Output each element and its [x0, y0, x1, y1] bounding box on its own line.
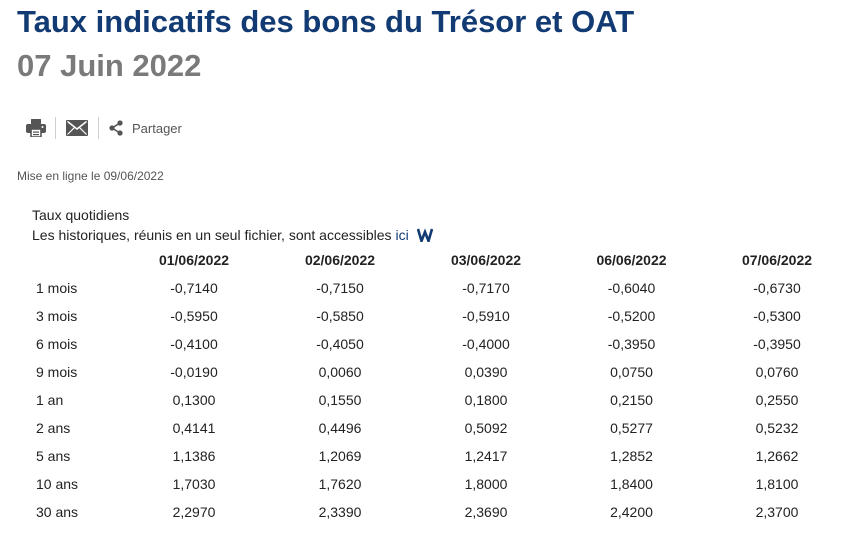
page-date: 07 Juin 2022 [17, 48, 202, 83]
rate-cell: 2,2970 [172, 504, 216, 520]
printer-icon[interactable] [25, 117, 47, 139]
rate-cell: -0,7150 [316, 280, 364, 296]
rate-cell: -0,5850 [316, 308, 364, 324]
row-label: 6 mois [36, 336, 78, 352]
rate-cell: 1,1386 [172, 448, 216, 464]
row-label: 2 ans [36, 420, 71, 436]
rate-cell: 0,0060 [318, 364, 362, 380]
rate-cell: 0,1300 [172, 392, 216, 408]
rate-cell: -0,0190 [170, 364, 218, 380]
row-label: 3 mois [36, 308, 78, 324]
rate-cell: -0,6040 [607, 280, 656, 296]
rate-cell: 1,2069 [318, 448, 362, 464]
rate-cell: 2,3700 [755, 504, 799, 520]
rate-cell: 0,4496 [318, 420, 362, 436]
history-link[interactable]: ici [395, 227, 409, 243]
rate-cell: 0,1550 [318, 392, 362, 408]
table-header-row [29, 246, 850, 274]
rate-cell: -0,4000 [462, 336, 510, 352]
table-row [29, 498, 850, 526]
rate-cell: -0,5910 [462, 308, 510, 324]
table-row [29, 302, 850, 330]
rate-cell: 0,1800 [464, 392, 508, 408]
rate-cell: -0,4050 [316, 336, 364, 352]
rate-cell: -0,5950 [170, 308, 218, 324]
section-title: Taux quotidiens [32, 207, 130, 223]
rate-cell: 1,7620 [318, 476, 362, 492]
rate-cell: 2,3690 [464, 504, 508, 520]
row-label: 1 an [36, 392, 64, 408]
rate-cell: 0,5092 [464, 420, 508, 436]
history-text: Les historiques, réunis en un seul fichier, sont accessibles [32, 227, 392, 243]
share-toolbar [25, 115, 182, 141]
column-header: 01/06/2022 [158, 252, 230, 268]
rate-cell: 0,4141 [172, 420, 216, 436]
share-icon [109, 120, 123, 136]
column-header: 03/06/2022 [450, 252, 522, 268]
rate-cell: -0,5200 [607, 308, 656, 324]
rate-cell: 1,7030 [172, 476, 216, 492]
envelope-icon[interactable] [65, 117, 89, 139]
rate-cell: -0,5300 [753, 308, 801, 324]
word-document-icon[interactable] [417, 228, 433, 242]
rate-cell: -0,3950 [607, 336, 656, 352]
rate-cell: 0,2550 [755, 392, 799, 408]
rate-cell: 1,2662 [755, 448, 799, 464]
rates-table [29, 246, 850, 526]
rate-cell: 1,8000 [464, 476, 508, 492]
table-row [29, 358, 850, 386]
publication-date: Mise en ligne le 09/06/2022 [17, 169, 164, 183]
row-label: 10 ans [36, 476, 79, 492]
rate-cell: -0,7140 [170, 280, 218, 296]
share-label: Partager [132, 120, 182, 136]
row-label: 1 mois [36, 280, 78, 296]
table-row [29, 442, 850, 470]
rate-cell: 0,0750 [610, 364, 653, 380]
row-label: 9 mois [36, 364, 78, 380]
history-line [32, 227, 433, 243]
column-header: 02/06/2022 [304, 252, 376, 268]
table-row [29, 470, 850, 498]
table-row [29, 330, 850, 358]
rate-cell: 0,5277 [610, 420, 653, 436]
rate-cell: 1,2852 [610, 448, 653, 464]
share-button[interactable] [109, 120, 182, 136]
header-label-cell [29, 246, 121, 274]
table-row [29, 274, 850, 302]
rate-cell: 1,8400 [610, 476, 653, 492]
rate-cell: 2,3390 [318, 504, 362, 520]
rate-cell: 2,4200 [610, 504, 653, 520]
rate-cell: -0,6730 [753, 280, 801, 296]
page-title: Taux indicatifs des bons du Trésor et OAT [17, 4, 635, 39]
table-row [29, 386, 850, 414]
rate-cell: 0,2150 [610, 392, 653, 408]
table-row [29, 414, 850, 442]
rate-cell: 1,8100 [755, 476, 799, 492]
rate-cell: -0,3950 [753, 336, 801, 352]
rate-cell: 0,0760 [755, 364, 799, 380]
row-label: 30 ans [36, 504, 79, 520]
rate-cell: -0,4100 [170, 336, 218, 352]
rate-cell: 0,5232 [755, 420, 799, 436]
rate-cell: 0,0390 [464, 364, 508, 380]
column-header: 06/06/2022 [596, 252, 667, 268]
toolbar-divider [55, 117, 56, 139]
rate-cell: -0,7170 [462, 280, 510, 296]
row-label: 5 ans [36, 448, 71, 464]
column-header: 07/06/2022 [741, 252, 813, 268]
toolbar-divider [98, 117, 99, 139]
rate-cell: 1,2417 [464, 448, 508, 464]
